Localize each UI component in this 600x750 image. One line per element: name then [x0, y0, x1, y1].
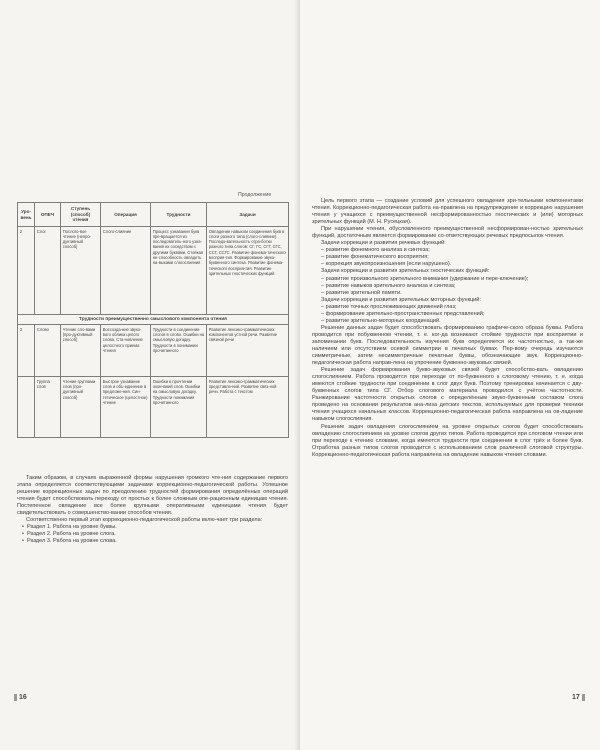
paragraph: – развитие навыков зрительного анализа и синтеза;	[321, 282, 456, 289]
table-header-row	[18, 203, 289, 227]
paragraph: Решение данных задач будет способствовать формированию графиче-ского образа буквы. Работа проводится при побуквенном чтении, т. е. ког-да возникают стойкие трудности при восприятии и запоминании букв. Последовательность изучения букв определяется их частотностью, а так-же наличием или отсутствием осевой симметрии в печатных буквах. Пер-вому очередь изучаются симметричные, затем несимметричные печатные буквы, обозначающие звук. Коррекционно-педагогическая работа направ-лена на упрочение буквенно-звуковых связей.	[312, 324, 583, 367]
list-item: • Раздел 1. Работа на уровне буквы.	[22, 524, 117, 531]
cell-operation: Слого-слияние	[101, 227, 151, 315]
paragraph: При нарушении чтения, обусловленного преимущественной несформирован-ностью зрительных функций, достаточным является формирование со-ответствующих речевых предпосылок чтения.	[312, 226, 583, 240]
cell-operation: Быстрое узнавание слов и объ-единение в предложе-ния. Син-тетическое (целостное) чтение	[101, 377, 151, 438]
cell-stage: Чтение сло-вами (про-дуктивный способ)	[61, 325, 101, 377]
cell-operation: Воссозда-ние звуко-вого облика целого слова. Ста-новление целостного приема чтения	[101, 325, 151, 377]
paragraph: Задачи коррекции и развития зрительных моторных функций:	[321, 296, 481, 303]
list-item: • Раздел 3. Работа на уровне слова.	[22, 538, 117, 545]
page-number: 17	[570, 694, 585, 701]
bullet-icon: •	[22, 524, 24, 531]
cell-level: 3	[18, 325, 35, 377]
right-body-text	[312, 198, 583, 459]
table-row	[18, 377, 289, 438]
header-operation: Операция	[101, 203, 151, 227]
paragraph: – развитие зрительной памяти.	[321, 289, 402, 296]
section-title: Трудности преимущественно смыслового компонента чтения	[18, 315, 289, 325]
paragraph: – формирование зрительно-пространственных представлений;	[321, 310, 485, 317]
cell-opech: Слог	[35, 227, 61, 315]
table-row	[18, 227, 289, 315]
cell-level	[18, 377, 35, 438]
section-list	[17, 524, 288, 545]
cell-difficulties: Процесс узнавания букв пре-вращается из последователь-ного узна-вания их соседством с другими буквами. Стойкая не-способность овладеть на-выками слогослияния	[151, 227, 207, 315]
header-tasks: Задачи	[207, 203, 289, 227]
paragraph: – развитие произвольного зрительного внимания (удержание и пере-ключение);	[321, 275, 529, 282]
cell-tasks: Развитие лексико-грамматических компонентов устной речи. Развитие связной речи	[207, 325, 289, 377]
list-item: • Раздел 2. Работа на уровне слога.	[22, 531, 116, 538]
header-stage: Ступень (способ) чтения	[61, 203, 101, 227]
continuation-label: Продолжение	[238, 192, 272, 198]
paragraph: Задачи коррекции и развития речевых функций:	[321, 240, 446, 247]
cell-opech: Слово	[35, 325, 61, 377]
paragraph: Цель первого этапа — создание условий для успешного овладения зри-тельными компонентами чтения. Коррекционно-педагогическая работа на-правлена на предупреждение и коррекцию нарушения чтения у учащихся с преимущественной несформированностью гностических и (или) моторных зрительных функций (М. Н. Русецкая).	[312, 198, 583, 226]
cell-opech: Группа слов	[35, 377, 61, 438]
header-opech: ОПЕЧ	[35, 203, 61, 227]
cell-difficulties: Трудности в соединении слогов в слово. Ошибки на смысловую догадку. Трудности в понимании прочитанного	[151, 325, 207, 377]
paragraph: Таким образом, в случаях выраженной формы нарушения громкого чте-ния содержание первого этапа определяется соответствующими задачами коррекционно-педагогической работы. Успешное решение коррекционных задач по преодолению трудностей формирования определённых операций чтения будет способствовать переходу от простых к более сложным опе-рационным единицам чтения. Постепенное овладение все более крупными оперативными единицами чтения будет свидетельствовать о совершенство-вании способов чтения.	[17, 475, 288, 517]
header-difficulties: Трудности	[151, 203, 207, 227]
paragraph: Соответственно первый этап коррекционно-педагогической работы вклю-чает три раздела:	[26, 517, 263, 524]
cell-stage: Чтение группами слов (про-дуктивный способ)	[61, 377, 101, 438]
reading-levels-table	[17, 202, 289, 438]
paragraph: – развитие фонематического восприятия;	[321, 254, 429, 261]
cell-tasks: Овладение навыком соединения букв в слоги разного типа (слого-слияние). Последо-вательность отра-ботки разного типа слогов: СГ, ГС, СГГ, СГС, ССГ, ССГС. Развитие фонема-тического восприя-тия. Формирование звуко-буквенного синтеза. Развитие фонема-тического восприя-тия. Развитие зрительных гностических функций	[207, 227, 289, 315]
cell-stage: Послого-вое чтение (непро-дуктивный способ)	[61, 227, 101, 315]
paragraph: – развитие фонемного анализа и синтеза;	[321, 247, 430, 254]
bullet-icon: •	[22, 538, 24, 545]
bullet-icon: •	[22, 531, 24, 538]
paragraph: – развитие зрительно-моторных координаций.	[321, 317, 441, 324]
cell-level: 2	[18, 227, 35, 315]
paragraph: – развитие точных прослеживающих движений глаз;	[321, 303, 457, 310]
left-body-text	[17, 475, 288, 545]
paragraph: Решение задач овладения слогослиянием на уровне открытых слогов будет способствовать овладению слогослиянием на уровне слогов других типов. Работа проводится при слоговом чтении или при переходе к чтению словами, когда имеются трудности при соединении в слог трёх и более букв. Отработка разных типов слогов проводится с использованием слов различной слоговой структуры. Коррекционно-педагогическая работа направлена на овладение навыком чтения словами.	[312, 423, 583, 458]
cell-tasks: Развитие лексико-грамматических представле-ний. Развитие связ-ной речи. Работа с текстом	[207, 377, 289, 438]
page-number: 16	[14, 694, 29, 701]
paragraph: – коррекция звукопроизношения (если нарушено).	[321, 261, 452, 268]
header-level: Уро-вень	[18, 203, 35, 227]
paragraph: Решение задач формирования букво-звуковых связей будет способство-вать овладению слогослиянием. Работа проводится при переходе от по-буквенного к слоговому чтению, т. е. когда имеются стойкие трудности при соединении в слог двух букв. Поэтому тренировка начинается с дву-буквенных слогов типа СГ. Отбор слогового материала проводился с учётом частотности. Ранжирование частотности открытых слогов с определённым звуко-буквенным составом слога проведено на основании результатов ана-лиза детских текстов, используемых для проверки техники чтения учащихся начальных классов. Коррекционно-педагогическая работа направлена на ов-ладение навыком слогослияния.	[312, 367, 583, 423]
table-section-row	[18, 315, 289, 325]
table-row	[18, 325, 289, 377]
cell-difficulties: Ошибки в прочтении окончаний слов. Ошибки на смысловую догадку. Трудности понимания прочитанного	[151, 377, 207, 438]
paragraph: Задачи коррекции и развития зрительных гностических функций:	[321, 268, 490, 275]
